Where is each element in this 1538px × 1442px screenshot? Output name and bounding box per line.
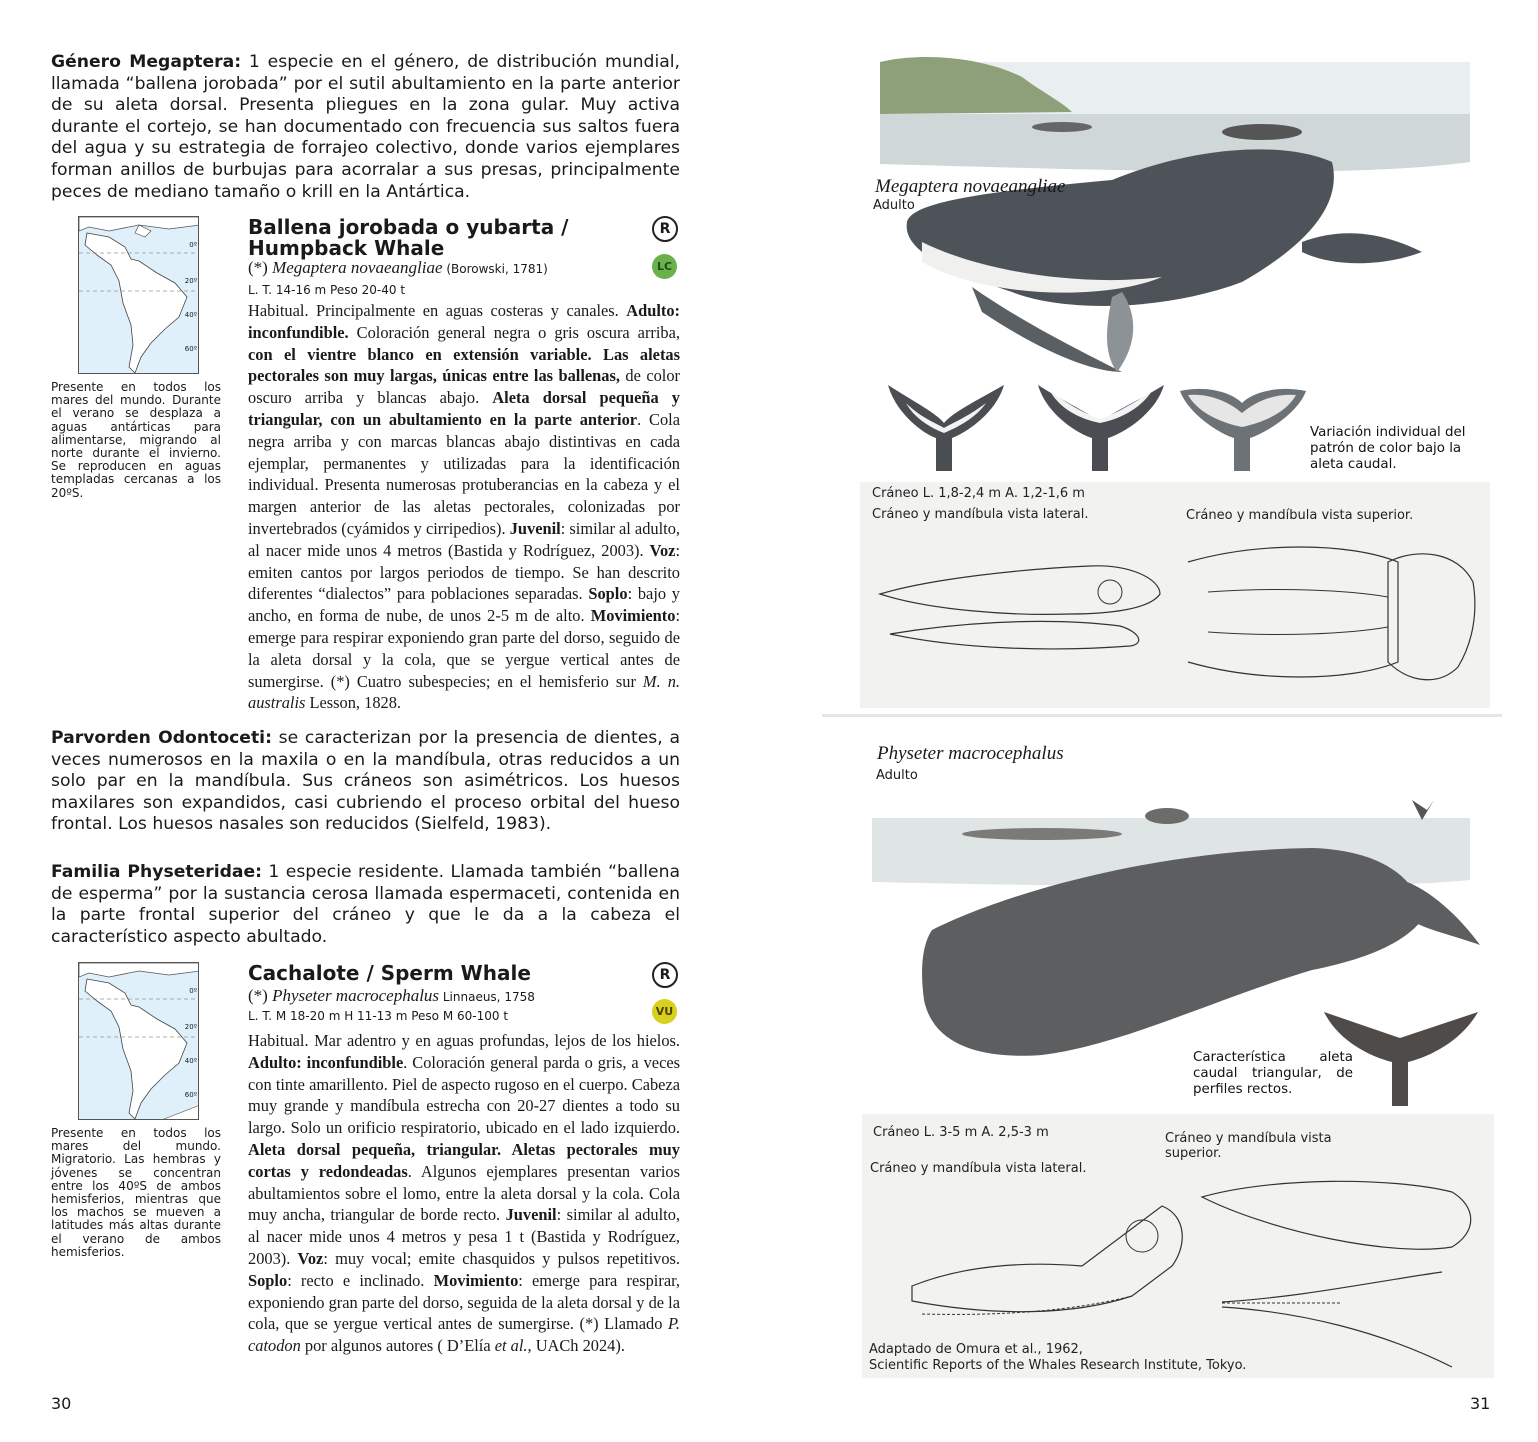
page-number-left: 30 <box>51 1394 72 1413</box>
page-number-right: 31 <box>1470 1394 1491 1413</box>
skull-superior-label-sperm: Cráneo y mandíbula vista superior. <box>1165 1131 1332 1161</box>
species-title-sperm: Cachalote / Sperm Whale <box>248 961 531 985</box>
description-humpback: Habitual. Principalmente en aguas costeras y canales. Adulto: inconfundible. Coloración general negra o gris oscura arriba, con el vientre blanco en extensión variable. Las aletas pectorales son muy largas, únicas entre las ballenas, de color oscuro arriba y blancas abajo. Aleta dorsal pequeña y triangular, con un abultamiento en la parte anterior. Cola negra arriba y con marcas blancas abajo distintivas en cada ejemplar, permanentes y utilizadas para la identificación individual. Presenta numerosas protuberancias en la cabeza y el margen anterior de las aletas pectorales, colonizadas por invertebrados (cyámidos y cirripedios). Juvenil: similar al adulto, al nacer mide unos 4 metros (Bastida y Rodríguez, 2003). Voz: emiten cantos por largos periodos de tiempo. Se han descrito diferentes “dialectos” para poblaciones separadas. Soplo: bajo y ancho, en forma de nube, de unos 2-5 m de alto. Movimiento: emerge para respirar exponiendo gran parte del dorso, seguido de la aleta dorsal y la cola, que se yergue vertical antes de sumergirse. (*) Cuatro subespecies; en el hemisferio sur M. n. australis Lesson, 1828. <box>248 301 680 713</box>
skull-size-sperm: Cráneo L. 3-5 m A. 2,5-3 m <box>873 1125 1049 1140</box>
measurements-sperm: L. T. M 18-20 m H 11-13 m Peso M 60-100 t <box>248 1009 509 1023</box>
fluke-caption-sperm: Característica aleta caudal triangular, de perfiles rectos. <box>1193 1050 1353 1097</box>
map-tick: 0º <box>189 987 197 995</box>
plate-species-humpback: Megaptera novaeangliae <box>875 176 1066 197</box>
divider <box>822 714 1502 717</box>
map-tick: 20º <box>184 277 197 285</box>
map-tick: 40º <box>184 311 197 319</box>
fluke-caption-humpback: Variación individual del patrón de color bajo la aleta caudal. <box>1310 425 1466 472</box>
range-map-sperm <box>78 962 199 1120</box>
fluke-variation-2 <box>1036 383 1166 477</box>
source-credit-line-2: Scientific Reports of the Whales Research Institute, Tokyo. <box>869 1358 1247 1373</box>
map-tick: 60º <box>184 345 197 353</box>
conservation-status-badge: LC <box>652 254 677 279</box>
map-caption-humpback: Presente en todos los mares del mundo. Durante el verano se desplaza a aguas antárticas para alimentarse, migrando al norte durante el invierno. Se reproducen en aguas templadas cercanas a los 20ºS. <box>51 380 221 500</box>
intro-megaptera: Género Megaptera: 1 especie en el género, de distribución mundial, llamada “ballena jorobada” por el sutil abultamiento en la parte anterior de su aleta dorsal. Presenta pliegues en la zona gular. Muy activa durante el cortejo, se han documentado con frecuencia sus saltos fuera del agua y su estrategia de forrajeo colectivo, donde varios ejemplares forman anillos de burbujas para acorralar a sus presas, principalmente peces de mediano tamaño o krill en la Antártica. <box>51 52 680 202</box>
measurements-humpback: L. T. 14-16 m Peso 20-40 t <box>248 283 406 297</box>
conservation-status-badge: VU <box>652 999 677 1024</box>
map-caption-sperm: Presente en todos los mares del mundo. Migratorio. Las hembras y jóvenes se concentran entre los 40ºS de ambos hemisferios, mientras que los machos se mueven a latitudes más altas durante el verano de ambos hemisferios. <box>51 1126 221 1259</box>
map-tick: 20º <box>184 1023 197 1031</box>
skull-size-humpback: Cráneo L. 1,8-2,4 m A. 1,2-1,6 m <box>872 486 1085 501</box>
source-credit-line-1: Adaptado de Omura et al., 1962, <box>869 1342 1083 1357</box>
fluke-variation-3 <box>1178 383 1308 477</box>
resident-mark-sperm: R <box>652 962 678 988</box>
plate-species-sperm: Physeter macrocephalus <box>877 743 1064 764</box>
intro-odontoceti: Parvorden Odontoceti: se caracterizan por la presencia de dientes, a veces numerosos en la maxila o en la mandíbula, otras reducidos a un solo par en la mandíbula. Sus cráneos son asimétricos. Los huesos maxilares son expandidos, casi cubriendo el proceso orbital del hueso frontal. Los huesos nasales son reducidos (Sielfeld, 1983). <box>51 728 680 835</box>
species-title-humpback: Ballena jorobada o yubarta / Humpback Whale <box>248 215 569 260</box>
scientific-name-humpback: (*) Megaptera novaeangliae (Borowski, 1781) <box>248 258 548 277</box>
range-map-humpback <box>78 216 199 374</box>
fluke-variation-1 <box>886 383 1006 477</box>
skull-superior-label-humpback: Cráneo y mandíbula vista superior. <box>1186 508 1414 523</box>
humpback-illustration <box>862 52 1482 382</box>
plate-stage-humpback: Adulto <box>873 198 915 213</box>
map-tick: 40º <box>184 1057 197 1065</box>
skull-lateral-label-sperm: Cráneo y mandíbula vista lateral. <box>870 1161 1087 1176</box>
map-tick: 0º <box>189 241 197 249</box>
description-sperm: Habitual. Mar adentro y en aguas profundas, lejos de los hielos. Adulto: inconfundible. Coloración general parda o gris, a veces con tinte amarillento. Piel de aspecto rugoso en el cuerpo. Cabeza muy grande y mandíbula estrecha con 20-27 dientes a todo su largo. Solo un orificio respiratorio, ubicado en el lado izquierdo. Aleta dorsal pequeña, triangular. Aletas pectorales muy cortas y redondeadas. Algunos ejemplares presentan varios abultamientos sobre el lomo, entre la aleta dorsal y la cola. Cola muy ancha, triangular de borde recto. Juvenil: similar al adulto, al nacer mide unos 4 metros y pesa 1 t (Bastida y Rodríguez, 2003). Voz: muy vocal; emite chasquidos y pulsos repetitivos. Soplo: recto e inclinado. Movimiento: emerge para respirar, exponiendo gran parte del dorso, seguida de la aleta dorsal y de la cola, que se yergue vertical antes de sumergirse. (*) Llamado P. catodon por algunos autores ( D’Elía et al., UACh 2024). <box>248 1031 681 1356</box>
intro-physeteridae: Familia Physeteridae: 1 especie residente. Llamada también “ballena de esperma” por la sustancia cerosa llamada espermaceti, contenida en la parte frontal superior del cráneo y que le da a la cabeza el característico aspecto abultado. <box>51 862 680 947</box>
resident-mark-humpback: R <box>652 216 678 242</box>
scientific-name-sperm: (*) Physeter macrocephalus Linnaeus, 1758 <box>248 986 535 1005</box>
plate-stage-sperm: Adulto <box>876 768 918 783</box>
skull-lateral-label-humpback: Cráneo y mandíbula vista lateral. <box>872 507 1089 522</box>
map-tick: 60º <box>184 1091 197 1099</box>
